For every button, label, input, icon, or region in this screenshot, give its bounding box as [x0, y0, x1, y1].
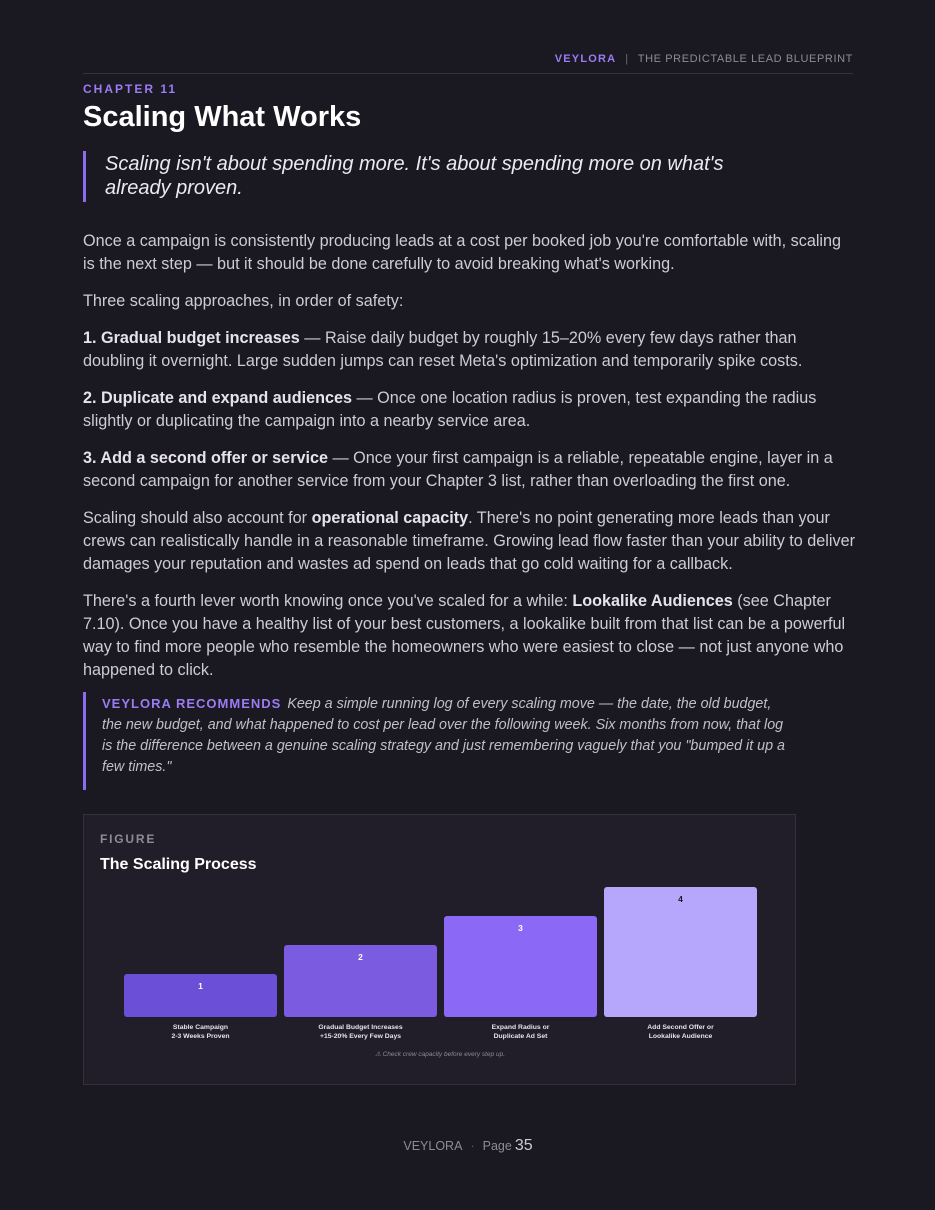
footer-brand: VEYLORA [403, 1139, 463, 1153]
page-footer [83, 1137, 853, 1155]
approach-text: — Once one location radius is proven, test expanding the radius slightly or duplicating the campaign into a nearby service area. [83, 389, 817, 430]
step-category-label: 2-3 Weeks Proven [171, 1033, 230, 1040]
step-bar [604, 887, 757, 1017]
callout-text: Keep a simple running log of every scaling move — the date, the old budget, the new budget, and what happened to cost per lead over the following week. Six months from now, that log is the difference between a genuine scaling strategy and just remembering vaguely that you "bumped it up a few times." [102, 696, 786, 775]
approach-text: — Raise daily budget by roughly 15–20% every few days rather than doubling it overnight. Large sudden jumps can reset Meta's optimization and temporarily spike costs. [83, 329, 803, 370]
approaches-intro: Three scaling approaches, in order of safety: [83, 292, 404, 310]
lookalike-text-after: (see Chapter 7.10). Once you have a healthy list of your best customers, a lookalike built from that list can be a powerful way to find more people who resemble the homeowners who were easiest to close — not just anyone who happened to click. [83, 592, 846, 679]
lookalike-text-before: There's a fourth lever worth knowing once you've scaled for a while: [83, 592, 573, 610]
approach-title: 3. Add a second offer or service [83, 449, 328, 467]
header-separator: | [625, 53, 629, 65]
callout-tag: VEYLORA RECOMMENDS [102, 696, 282, 711]
chapter-title: Scaling What Works [83, 101, 362, 133]
step-number-label: 2 [358, 952, 363, 962]
step-category-label: Expand Radius or [491, 1024, 550, 1031]
figure-title: The Scaling Process [100, 856, 257, 873]
capacity-text-after: . There's no point generating more leads than your crews can realistically handle in a reasonable timeframe. Growing lead flow faster than your ability to deliver damages your reputation and wastes ad spend on leads that go cold waiting for a callback. [83, 509, 855, 573]
figure-note: ⚠ Check crew capacity before every step up. [374, 1051, 506, 1058]
footer-separator: · [470, 1139, 475, 1153]
body-text [83, 230, 855, 696]
lookalike-paragraph [83, 590, 855, 682]
header-divider [83, 73, 853, 74]
step-number-label: 1 [198, 981, 203, 991]
intro-paragraph: Once a campaign is consistently producing leads at a cost per booked job you're comfortable with, scaling is the next step — but it should be done carefully to avoid breaking what's working. [83, 232, 842, 273]
approach-title: 2. Duplicate and expand audiences [83, 389, 352, 407]
header-book-title: THE PREDICTABLE LEAD BLUEPRINT [637, 53, 853, 65]
step-category-label: Duplicate Ad Set [493, 1033, 548, 1040]
step-category-label: Stable Campaign [172, 1024, 229, 1031]
page-number: 35 [514, 1137, 533, 1154]
figure-label: FIGURE [100, 832, 157, 846]
approach-item [83, 387, 855, 433]
lookalike-term: Lookalike Audiences [572, 592, 733, 610]
step-number-label: 4 [678, 894, 683, 904]
pull-quote: Scaling isn't about spending more. It's about spending more on what's already proven. [83, 151, 785, 202]
approach-title: 1. Gradual budget increases [83, 329, 300, 347]
chapter-label: CHAPTER 11 [83, 82, 178, 96]
capacity-paragraph [83, 507, 855, 576]
scaling-process-chart [84, 815, 797, 1086]
step-category-label: +15-20% Every Few Days [319, 1033, 402, 1040]
recommendation-callout [83, 692, 792, 790]
approach-item [83, 327, 855, 373]
step-number-label: 3 [518, 923, 523, 933]
footer-page-label: Page [482, 1139, 512, 1153]
approach-item [83, 447, 855, 493]
step-category-label: Add Second Offer or [647, 1024, 714, 1031]
approach-text: — Once your first campaign is a reliable, repeatable engine, layer in a second campaign for another service from your Chapter 3 list, rather than overloading the first one. [83, 449, 833, 490]
step-category-label: Lookalike Audience [648, 1033, 713, 1040]
step-category-label: Gradual Budget Increases [318, 1024, 403, 1031]
header-brand: VEYLORA [554, 53, 617, 65]
running-header [555, 53, 853, 65]
capacity-text-before: Scaling should also account for [83, 509, 312, 527]
capacity-term: operational capacity [311, 509, 469, 527]
figure-box [83, 814, 796, 1085]
